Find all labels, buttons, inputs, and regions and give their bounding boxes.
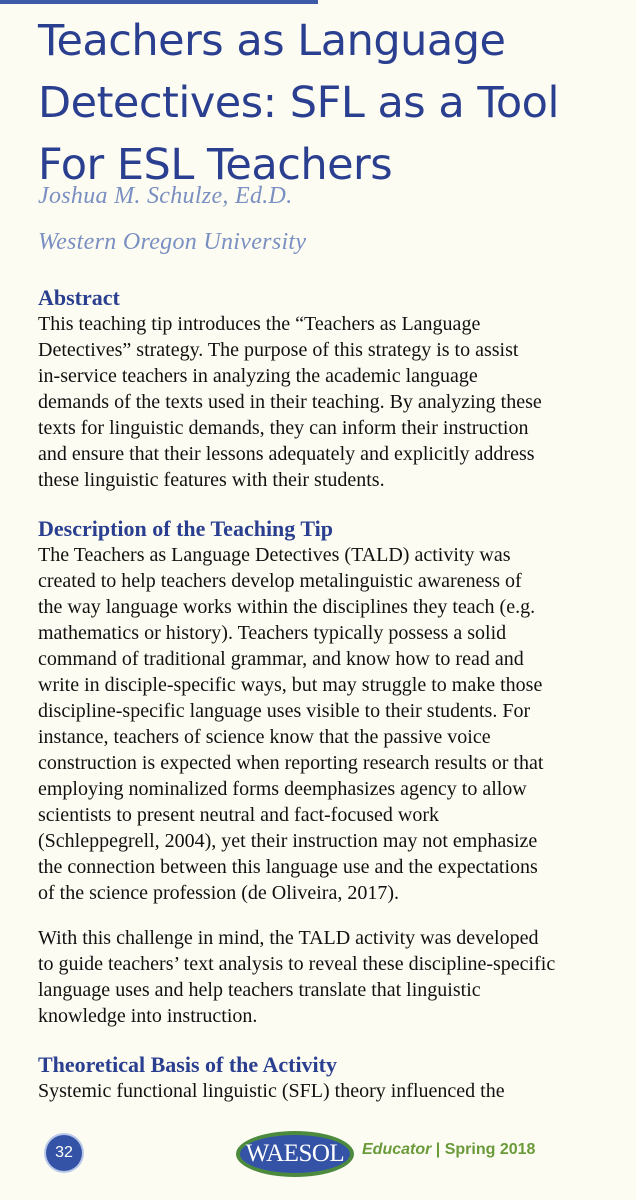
description-text-2 [38,925,630,1029]
text-line: This teaching tip introduces the “Teachers as Language [38,313,481,335]
text-line: demands of the texts used in their teaching. By analyzing these [38,391,542,413]
waesol-logo: WAESOL [236,1131,354,1177]
title-line: Detectives: SFL as a Tool [38,78,559,128]
text-line: texts for linguistic demands, they can inform their instruction [38,417,529,439]
page-footer [0,1125,636,1185]
text-line: write in disciple-specific ways, but may struggle to make those [38,674,543,696]
theory-heading: Theoretical Basis of the Activity [38,1052,337,1077]
text-line: employing nominalized forms deemphasizes agency to allow [38,778,527,800]
description-section [38,516,630,906]
text-line: language uses and help teachers translate that linguistic [38,979,481,1001]
title-line: Teachers as Language [38,16,506,66]
text-line: Detectives” strategy. The purpose of this strategy is to assist [38,339,519,361]
text-line: command of traditional grammar, and know how to read and [38,648,524,670]
description-continued [38,925,630,1029]
abstract-section [38,285,630,493]
author-name: Joshua M. Schulze, Ed.D. [38,183,293,209]
description-text [38,542,630,906]
text-line: construction is expected when reporting research results or that [38,752,544,774]
page-number-badge: 32 [46,1135,82,1171]
journal-name [362,1141,535,1159]
text-line: (Schleppegrell, 2004), yet their instruction may not emphasize [38,830,538,852]
text-line: discipline-specific language uses visible to their students. For [38,700,531,722]
author-affiliation: Western Oregon University [38,229,307,255]
title-line: For ESL Teachers [38,140,393,190]
theory-text [38,1078,630,1104]
text-line: these linguistic features with their students. [38,469,385,491]
text-line: the way language works within the disciplines they teach (e.g. [38,596,536,618]
text-line: to guide teachers’ text analysis to reveal these discipline-specific [38,953,556,975]
article-title [38,10,628,196]
text-line: and ensure that their lessons adequately and explicitly address [38,443,535,465]
text-line: knowledge into instruction. [38,1005,258,1027]
text-line: Systemic functional linguistic (SFL) theory influenced the [38,1080,505,1102]
text-line: mathematics or history). Teachers typically possess a solid [38,622,507,644]
abstract-heading: Abstract [38,285,120,310]
text-line: instance, teachers of science know that the passive voice [38,726,491,748]
theory-section [38,1052,630,1104]
journal-issue: | Spring 2018 [431,1141,536,1158]
text-line: the connection between this language use and the expectations [38,856,538,878]
text-line: scientists to present neutral and fact-focused work [38,804,439,826]
top-accent-bar [0,0,318,4]
text-line: in-service teachers in analyzing the academic language [38,365,478,387]
description-heading: Description of the Teaching Tip [38,516,334,541]
text-line: The Teachers as Language Detectives (TALD) activity was [38,544,511,566]
journal-title: Educator [362,1141,432,1158]
text-line: of the science profession (de Oliveira, 2017). [38,882,399,904]
abstract-text [38,311,630,493]
text-line: created to help teachers develop metalinguistic awareness of [38,570,522,592]
text-line: With this challenge in mind, the TALD activity was developed [38,927,539,949]
